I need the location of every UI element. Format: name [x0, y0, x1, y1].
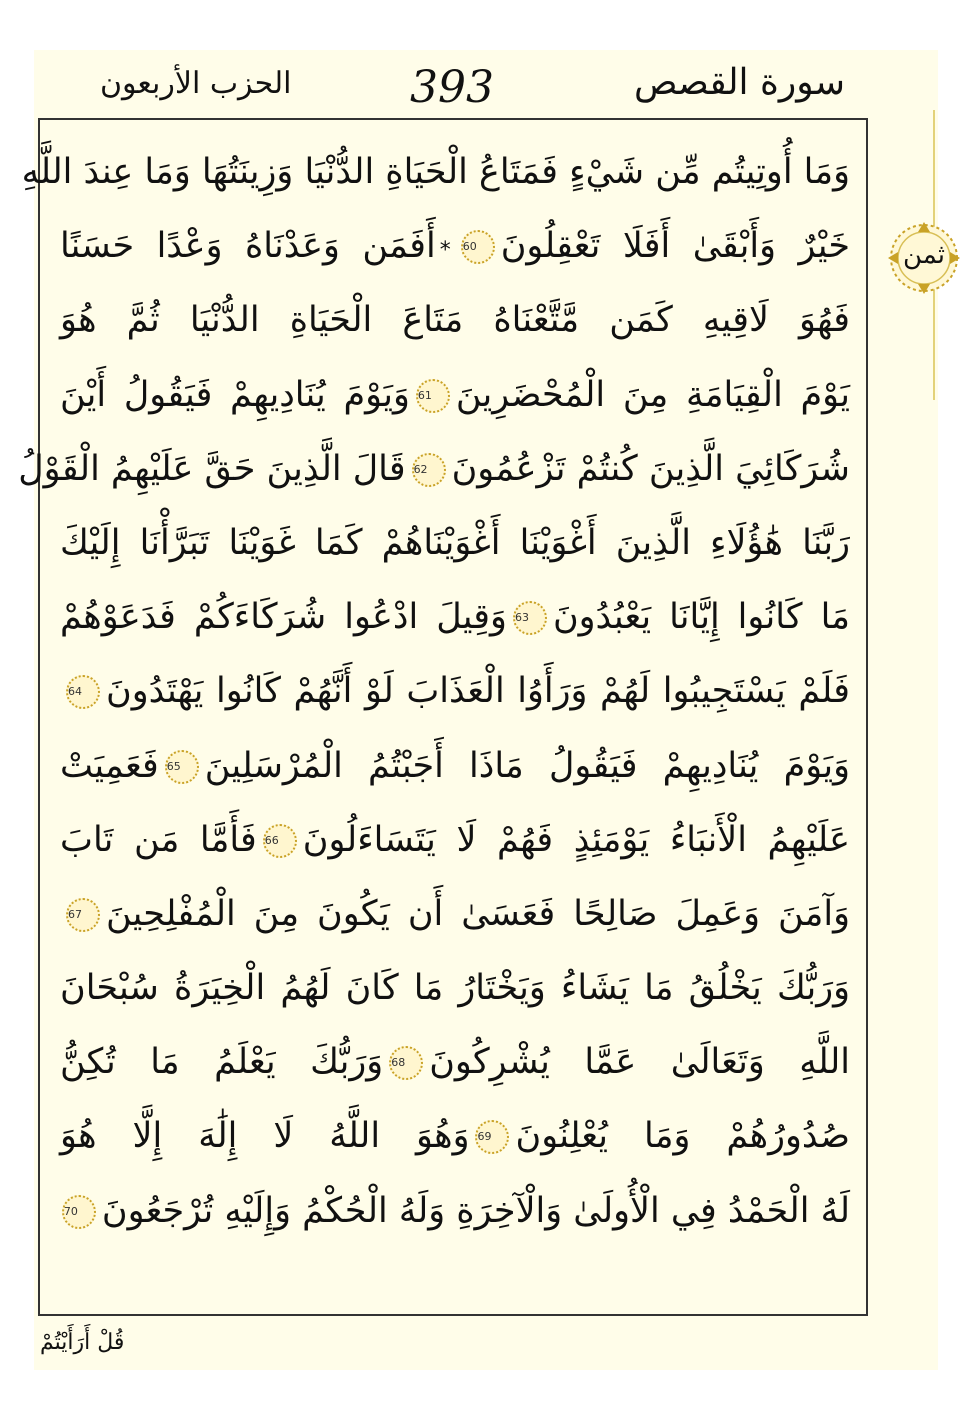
verse-line	[60, 661, 850, 735]
verse-text: وَقِيلَ ادْعُوا شُرَكَاءَكُمْ فَدَعَوْهُمْ	[60, 597, 507, 638]
verse-text: مَا كَانُوا إِيَّانَا يَعْبُدُونَ	[552, 597, 850, 638]
verse-text: شُرَكَائِيَ الَّذِينَ كُنتُمْ تَزْعُمُونَ	[451, 448, 850, 489]
thumn-marker	[886, 220, 962, 296]
thumn-label: ثمن	[902, 240, 946, 270]
verse-text: أَفَمَن وَعَدْنَاهُ وَعْدًا حَسَنًا	[60, 226, 436, 267]
verse-text: وَيَوْمَ يُنَادِيهِمْ فَيَقُولُ أَيْنَ	[60, 374, 410, 415]
verse-line	[60, 810, 850, 884]
verse-line	[60, 216, 850, 290]
ayah-number: 64	[66, 675, 100, 709]
verse-line	[60, 1032, 850, 1106]
text-frame	[18, 118, 868, 1316]
page-number: 393	[410, 62, 494, 113]
verse-line	[60, 884, 850, 958]
verse-text: خَيْرٌ وَأَبْقَىٰ أَفَلَا تَعْقِلُونَ	[500, 226, 850, 267]
ayah-number: 65	[165, 750, 199, 784]
ayah-number: 63	[513, 601, 547, 635]
verse-text: وَآمَنَ وَعَمِلَ صَالِحًا فَعَسَىٰ أَن يَكُونَ مِنَ الْمُفْلِحِينَ	[106, 893, 850, 934]
verse-text: وَهُوَ اللَّهُ لَا إِلَٰهَ إِلَّا هُوَ	[60, 1116, 470, 1157]
verse-text: فَعَمِيَتْ	[60, 745, 159, 786]
verse-text: صُدُورُهُمْ وَمَا يُعْلِنُونَ	[515, 1116, 850, 1157]
surah-title: سورة القصص	[634, 62, 845, 103]
verse-text: وَرَبُّكَ يَخْلُقُ مَا يَشَاءُ وَيَخْتَارُ مَا كَانَ لَهُمُ الْخِيَرَةُ سُبْحَانَ	[60, 968, 850, 1009]
star-marker: *	[439, 238, 451, 264]
verse-text: فَلَمْ يَسْتَجِيبُوا لَهُمْ وَرَأَوُا الْعَذَابَ لَوْ أَنَّهُمْ كَانُوا يَهْتَدُونَ	[106, 671, 850, 712]
verse-line	[60, 513, 850, 587]
catchword: قُلْ أَرَأَيْتُمْ	[40, 1330, 125, 1355]
verse-line	[60, 958, 850, 1032]
verse-lines	[18, 142, 850, 1255]
verse-line	[60, 736, 850, 810]
verse-text: عَلَيْهِمُ الْأَنبَاءُ يَوْمَئِذٍ فَهُمْ لَا يَتَسَاءَلُونَ	[302, 819, 850, 860]
ayah-number: 70	[62, 1195, 96, 1229]
verse-text: رَبَّنَا هَٰؤُلَاءِ الَّذِينَ أَغْوَيْنَا أَغْوَيْنَاهُمْ كَمَا غَوَيْنَا تَبَرَّأْنَا إِلَيْكَ	[60, 522, 850, 563]
ayah-number: 61	[416, 379, 450, 413]
verse-text: قَالَ الَّذِينَ حَقَّ عَلَيْهِمُ الْقَوْلُ	[18, 448, 406, 489]
hizb-label: الحزب الأربعون	[100, 66, 292, 101]
ayah-number: 67	[66, 898, 100, 932]
verse-line	[60, 365, 850, 439]
verse-text: وَيَوْمَ يُنَادِيهِمْ فَيَقُولُ مَاذَا أَجَبْتُمُ الْمُرْسَلِينَ	[204, 745, 850, 786]
verse-text: فَأَمَّا مَن تَابَ	[60, 819, 257, 860]
verse-line	[21, 142, 850, 216]
verse-text: وَرَبُّكَ يَعْلَمُ مَا تُكِنُّ	[60, 1042, 384, 1083]
verse-line	[60, 1181, 850, 1255]
verse-text: وَمَا أُوتِيتُم مِّن شَيْءٍ فَمَتَاعُ الْحَيَاةِ الدُّنْيَا وَزِينَتُهَا وَمَا عِندَ اللَّهِ	[21, 152, 850, 192]
verse-line	[18, 439, 850, 513]
verse-text: يَوْمَ الْقِيَامَةِ مِنَ الْمُحْضَرِينَ	[455, 374, 850, 415]
verse-line	[60, 587, 850, 661]
verse-line	[60, 1106, 850, 1180]
ayah-number: 66	[263, 824, 297, 858]
verse-text: لَهُ الْحَمْدُ فِي الْأُولَىٰ وَالْآخِرَةِ وَلَهُ الْحُكْمُ وَإِلَيْهِ تُرْجَعُونَ	[101, 1190, 850, 1231]
ayah-number: 68	[389, 1046, 423, 1080]
ayah-number: 60	[461, 230, 495, 264]
page-header	[40, 60, 865, 116]
verse-text: اللَّهِ وَتَعَالَىٰ عَمَّا يُشْرِكُونَ	[429, 1042, 850, 1083]
ayah-number: 69	[475, 1120, 509, 1154]
ayah-number: 62	[412, 453, 446, 487]
verse-text: فَهُوَ لَاقِيهِ كَمَن مَّتَّعْنَاهُ مَتَاعَ الْحَيَاةِ الدُّنْيَا ثُمَّ هُوَ	[60, 300, 850, 341]
verse-line	[60, 290, 850, 364]
